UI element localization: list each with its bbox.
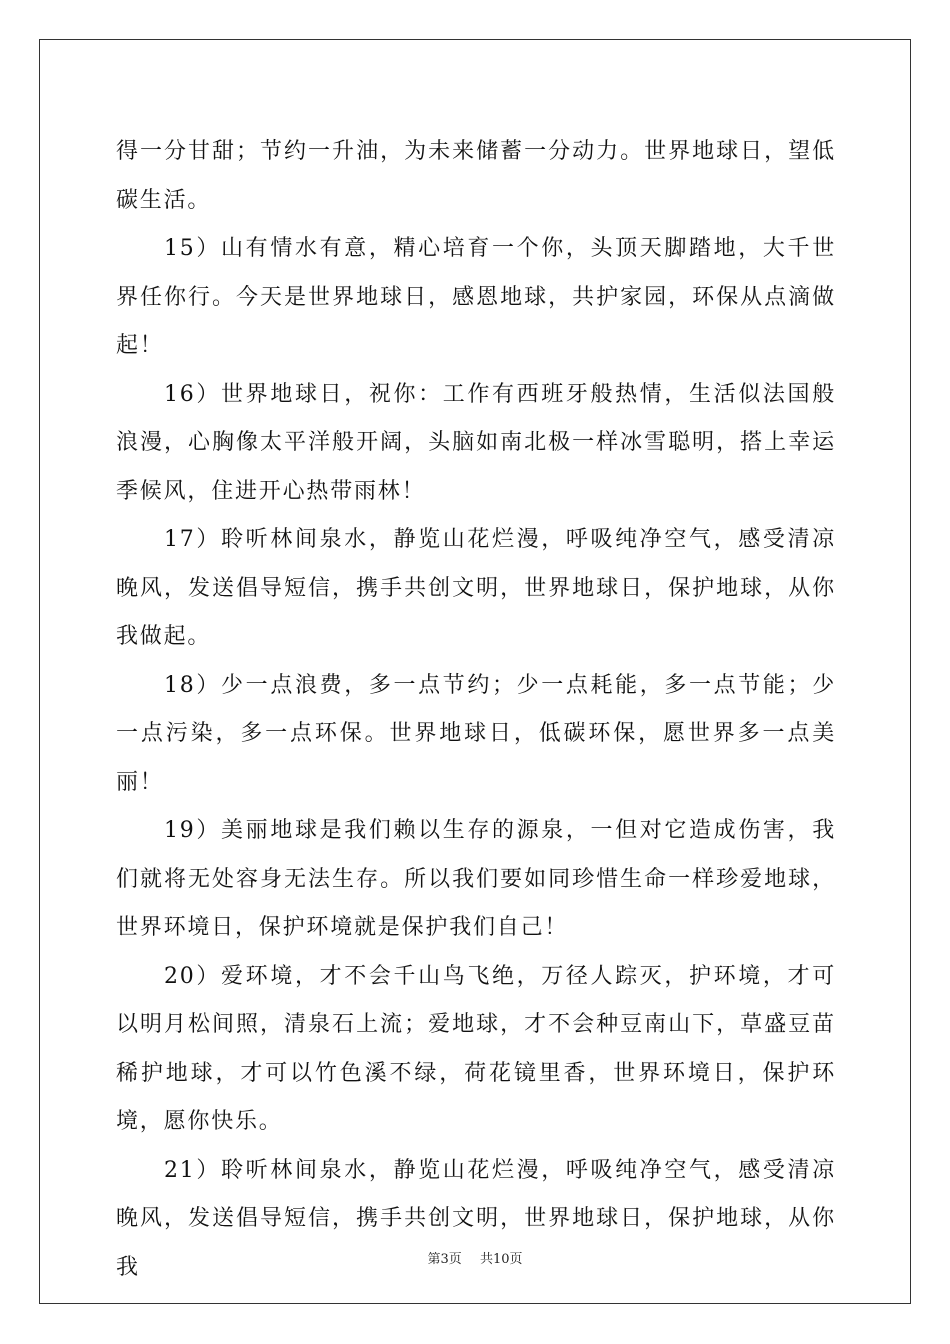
paragraph-item-16: 16）世界地球日，祝你：工作有西班牙般热情，生活似法国般浪漫，心胸像太平洋般开阔，头脑如南北极一样冰雪聪明，搭上幸运季候风，住进开心热带雨林！: [116, 381, 836, 504]
page-number-current: 第3页: [427, 1252, 462, 1267]
paragraph-item-21: 21）聆听林间泉水，静览山花烂漫，呼吸纯净空气，感受清凉晚风，发送倡导短信，携手共创文明，世界地球日，保护地球，从你我: [116, 1157, 836, 1280]
page-number-total: 共10页: [479, 1252, 523, 1267]
paragraph-item-20: 20）爱环境，才不会千山鸟飞绝，万径人踪灭，护环境，才可以明月松间照，清泉石上流；爱地球，才不会种豆南山下，草盛豆苗稀护地球，才可以竹色溪不绿，荷花镜里香，世界环境日，保护环境，愿你快乐。: [116, 963, 836, 1134]
paragraph-item-17: 17）聆听林间泉水，静览山花烂漫，呼吸纯净空气，感受清凉晚风，发送倡导短信，携手共创文明，世界地球日，保护地球，从你我做起。: [116, 527, 836, 649]
page-footer: [0, 1248, 950, 1267]
paragraph-item-19: 19）美丽地球是我们赖以生存的源泉，一但对它造成伤害，我们就将无处容身无法生存。所以我们要如同珍惜生命一样珍爱地球，世界环境日，保护环境就是保护我们自己！: [116, 818, 836, 940]
paragraph-item-18: 18）少一点浪费，多一点节约；少一点耗能，多一点节能；少一点污染，多一点环保。世界地球日，低碳环保，愿世界多一点美丽！: [116, 672, 836, 795]
paragraph-continuation: 得一分甘甜；节约一升油，为未来储蓄一分动力。世界地球日，望低碳生活。: [116, 139, 836, 213]
document-body: [116, 128, 836, 1292]
paragraph-item-15: 15）山有情水有意，精心培育一个你，头顶天脚踏地，大千世界任你行。今天是世界地球日，感恩地球，共护家园，环保从点滴做起！: [116, 236, 836, 358]
